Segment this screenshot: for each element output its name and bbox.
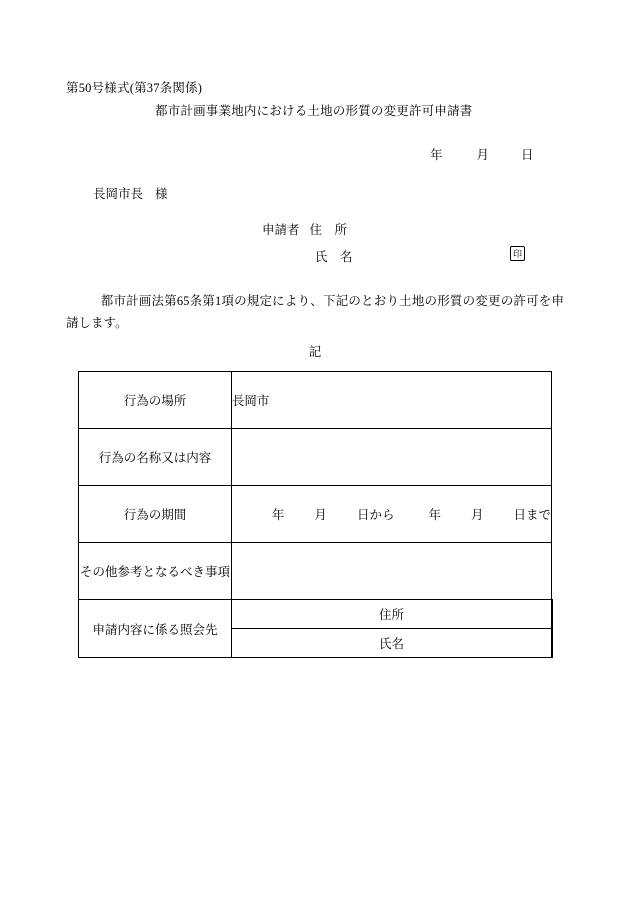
table-row-contact-address: [79, 600, 553, 629]
row-label-contact: 申請内容に係る照会先: [79, 600, 232, 658]
period-day-to: 日まで: [513, 508, 551, 522]
applicant-address-label: 住 所: [309, 223, 348, 237]
row-label-location: 行為の場所: [79, 372, 232, 429]
contact-name-label: 氏名: [231, 629, 551, 658]
period-year-from: 年: [271, 508, 285, 522]
table-row-name-content: [79, 429, 553, 486]
row-value-other-notes[interactable]: [231, 543, 551, 600]
addressee-honorific: 様: [155, 187, 168, 201]
document-title: 都市計画事業地内における土地の形質の変更許可申請書: [155, 104, 473, 118]
period-month-from: 月: [314, 508, 327, 522]
addressee-name: 長岡市長: [93, 187, 144, 201]
body-text: 都市計画法第65条第1項の規定により、下記のとおり土地の形質の変更の許可を申請します。: [66, 294, 564, 330]
contact-address-value[interactable]: [552, 600, 553, 629]
table-row-location: [79, 372, 553, 429]
applicant-address-row: [262, 220, 353, 238]
date-month-label: 月: [476, 148, 490, 162]
form-number: 第50号様式(第37条関係): [66, 81, 203, 95]
row-value-name-content[interactable]: [231, 429, 551, 486]
row-value-location[interactable]: 長岡市: [231, 372, 551, 429]
date-line: [430, 145, 534, 163]
contact-name-value[interactable]: [552, 629, 553, 658]
applicant-block: [262, 220, 522, 265]
period-year-to: 年: [428, 508, 441, 522]
row-label-other-notes: その他参考となるべき事項: [79, 543, 232, 600]
period-fields: [232, 505, 551, 523]
application-table: [78, 371, 553, 658]
period-day-from: 日から: [356, 508, 395, 522]
applicant-name-label: 氏 名: [315, 250, 353, 264]
seal-icon: 印: [510, 246, 525, 261]
period-month-to: 月: [470, 508, 484, 522]
row-label-name-content: 行為の名称又は内容: [79, 429, 232, 486]
addressee: [93, 184, 168, 202]
date-day-label: 日: [521, 148, 534, 162]
row-label-period: 行為の期間: [79, 486, 232, 543]
date-year-label: 年: [430, 148, 443, 162]
ki-heading: 記: [308, 345, 322, 359]
applicant-label: 申請者: [262, 223, 300, 237]
contact-address-label: 住所: [231, 600, 551, 629]
row-value-period[interactable]: [231, 486, 551, 543]
table-row-other-notes: [79, 543, 553, 600]
table-row-period: [79, 486, 553, 543]
applicant-name-row: [262, 247, 522, 265]
